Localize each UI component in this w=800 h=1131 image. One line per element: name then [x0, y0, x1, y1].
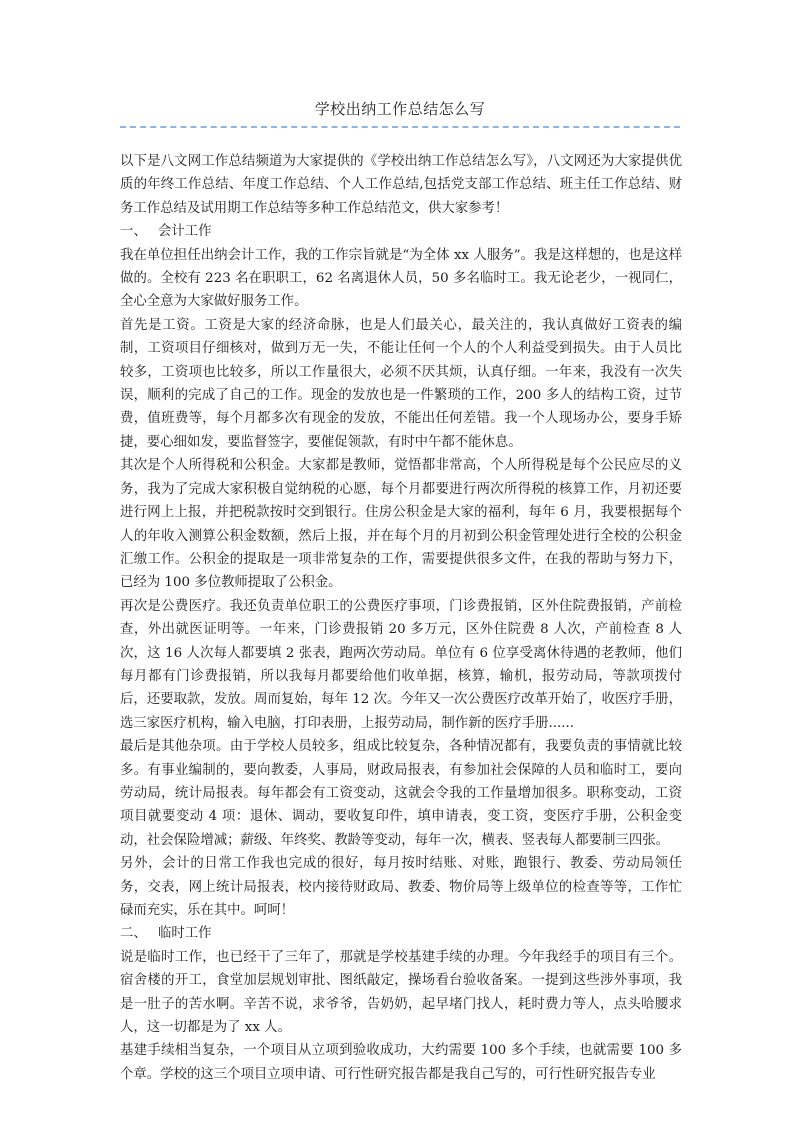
section-2-paragraph: 基建手续相当复杂，一个项目从立项到验收成功，大约需要 100 多个手续，也就需要 100 多个章。学校的这三个项目立项申请、可行性研究报告都是我自己写的，可行性研究报告专业 [120, 1043, 682, 1082]
section-1-paragraph: 其次是个人所得税和公积金。大家都是教师，觉悟都非常高，个人所得税是每个公民应尽的义务，我为了完成大家积极自觉纳税的心愿，每个月都要进行两次所得税的核算工作，月初还要进行网上上报，并把税款按时交到银行。住房公积金是大家的福利，每年 6 月，我要根据每个人的年收入测算公积金数额，然后上报，并在每个月的月初到公积金管理处进行全校的公积金汇缴工作。公积金的提取是一项非常复杂的工作，需要提供很多文件，在我的帮助与努力下，已经为 100 多位教师提取了公积金。 [120, 458, 682, 591]
section-2-title: 临时工作 [158, 926, 212, 942]
intro-paragraph: 以下是八文网工作总结频道为大家提供的《学校出纳工作总结怎么写》，八文网还为大家提供优质的年终工作总结、年度工作总结、个人工作总结,包括党支部工作总结、班主任工作总结、财务工作总结及试用期工作总结等多种工作总结范文，供大家参考！ [120, 154, 682, 216]
section-1-title: 会计工作 [158, 224, 212, 240]
section-1-paragraph: 另外，会计的日常工作我也完成的很好，每月按时结账、对账，跑银行、教委、劳动局领任务，交表，网上统计局报表，校内接待财政局、教委、物价局等上级单位的检查等等，工作忙碌而充实，乐在其中。呵呵！ [120, 856, 682, 918]
document-title: 学校出纳工作总结怎么写 [314, 100, 486, 118]
section-1-paragraph: 我在单位担任出纳会计工作，我的工作宗旨就是“为全体 xx 人服务”。我是这样想的，也是这样做的。全校有 223 名在职职工，62 名离退休人员，50 多名临时工。我无论老少，一视同仁，全心全意为大家做好服务工作。 [120, 247, 682, 310]
section-2-heading [120, 922, 682, 945]
section-1-paragraph: 首先是工资。工资是大家的经济命脉，也是人们最关心，最关注的，我认真做好工资表的编制，工资项目仔细核对，做到万无一失，不能让任何一个人的个人利益受到损失。由于人员比较多，工资项也比较多，所以工作量很大，必须不厌其烦，认真仔细。一年来，我没有一次失误，顺利的完成了自己的工作。现金的发放也是一件繁琐的工作，200 多人的结构工资，过节费，值班费等，每个月都多次有现金的发放，不能出任何差错。我一个人现场办公，要身手矫捷，要心细如发，要监督签字，要催促领款，有时中午都不能休息。 [120, 317, 682, 450]
title-divider [120, 126, 680, 128]
section-2-number: 二、 [120, 926, 147, 942]
document-body [120, 150, 682, 1086]
section-1-paragraph: 最后是其他杂项。由于学校人员较多，组成比较复杂，各种情况都有，我要负责的事情就比较多。有事业编制的，要向教委，人事局，财政局报表，有参加社会保障的人员和临时工，要向劳动局，统计局报表。每年都会有工资变动，这就会令我的工作量增加很多。职称变动，工资项目就要变动 4 项：退休、调动，要收复印件，填申请表，变工资，变医疗手册，公积金变动，社会保险增减；薪级、年终奖、教龄等变动，每年一次，横表、竖表每人都要制三四张。 [120, 739, 682, 848]
section-1-number: 一、 [120, 224, 147, 240]
section-1-heading [120, 220, 682, 243]
section-1-paragraph: 再次是公费医疗。我还负责单位职工的公费医疗事项，门诊费报销，区外住院费报销，产前检查，外出就医证明等。一年来，门诊费报销 20 多万元，区外住院费 8 人次，产前检查 8 人次，这 16 人次每人都要填 2 张表，跑两次劳动局。单位有 6 位享受离休待遇的老教师，他们每月都有门诊费报销，所以我每月都要给他们收单据，核算，输机，报劳动局，等款项拨付后，还要取款，发放。周而复始，每年 12 次。今年又一次公费医疗改革开始了，收医疗手册，选三家医疗机构，输入电脑，打印表册，上报劳动局，制作新的医疗手册...... [120, 598, 682, 731]
section-2-paragraph: 说是临时工作，也已经干了三年了，那就是学校基建手续的办理。今年我经手的项目有三个。宿舍楼的开工，食堂加层规划审批、图纸敲定，操场看台验收备案。一提到这些涉外事项，我是一肚子的苦水啊。辛苦不说，求爷爷，告奶奶，起早堵门找人，耗时费力等人，点头哈腰求人，这一切都是为了 xx 人。 [120, 949, 682, 1036]
